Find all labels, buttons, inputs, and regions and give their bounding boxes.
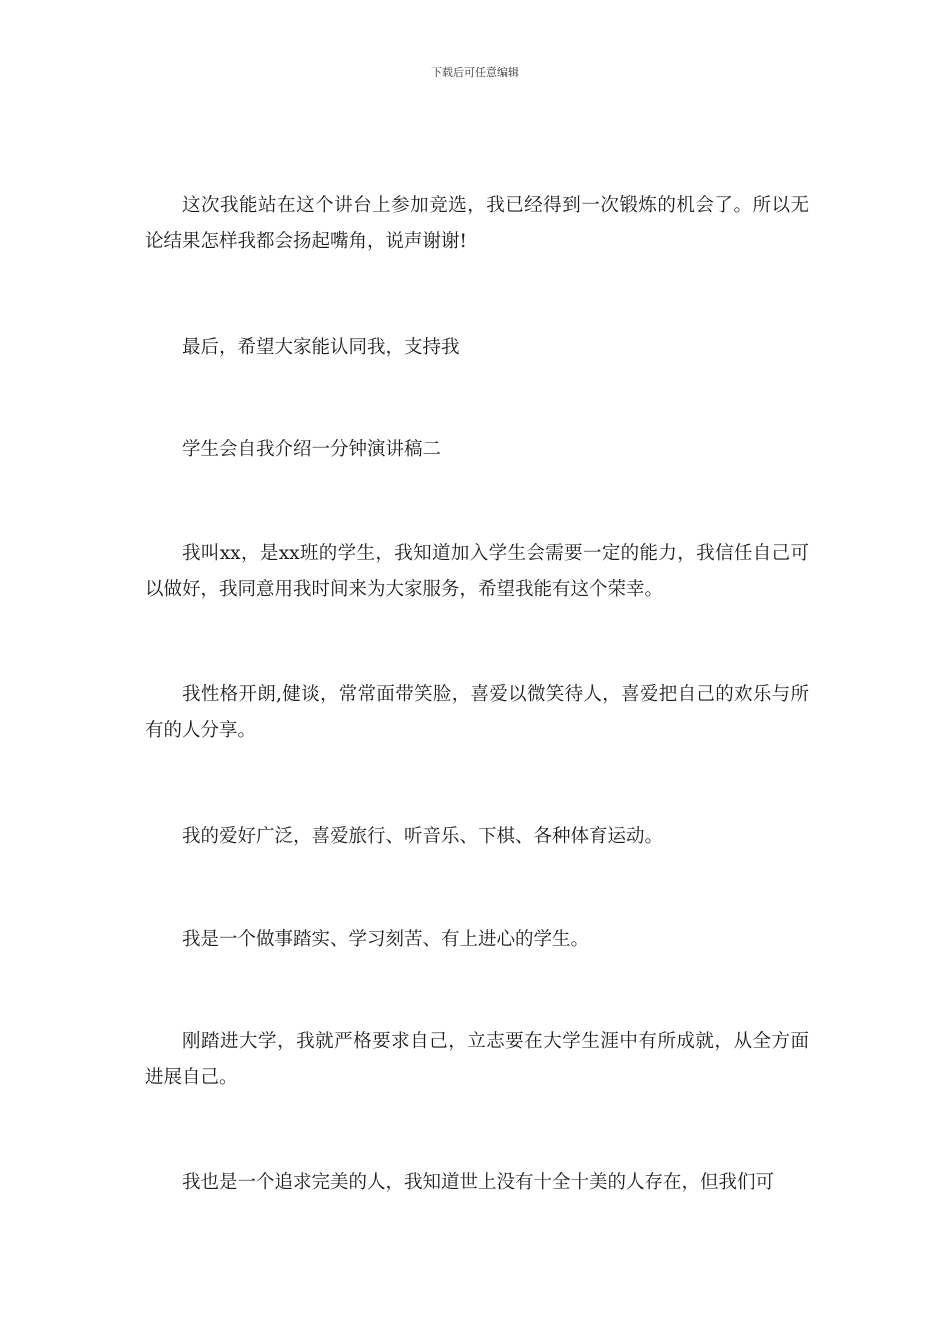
paragraph-7: 我是一个做事踏实、学习刻苦、有上进心的学生。 — [182, 929, 590, 950]
paragraph-2: 最后，希望大家能认同我，支持我 — [182, 337, 460, 358]
paragraph-5: 我性格开朗,健谈，常常面带笑脸，喜爱以微笑待人，喜爱把自己的欢乐与所有的人分享。 — [145, 684, 809, 741]
paragraph-8: 刚踏进大学，我就严格要求自己，立志要在大学生涯中有所成就，从全方面进展自己。 — [145, 1031, 809, 1088]
paragraph-6: 我的爱好广泛，喜爱旅行、听音乐、下棋、各种体育运动。 — [182, 826, 664, 847]
page-header: 下载后可任意编辑 — [431, 66, 519, 79]
paragraph-9: 我也是一个追求完美的人，我知道世上没有十全十美的人存在，但我们可 — [182, 1172, 775, 1193]
paragraph-4: 我叫xx，是xx班的学生，我知道加入学生会需要一定的能力，我信任自己可以做好，我同意用我时间来为大家服务，希望我能有这个荣幸。 — [145, 543, 809, 600]
paragraph-3-heading: 学生会自我介绍一分钟演讲稿二 — [182, 439, 442, 460]
paragraph-1: 这次我能站在这个讲台上参加竞选，我已经得到一次锻炼的机会了。所以无论结果怎样我都会扬起嘴角，说声谢谢! — [145, 195, 809, 252]
